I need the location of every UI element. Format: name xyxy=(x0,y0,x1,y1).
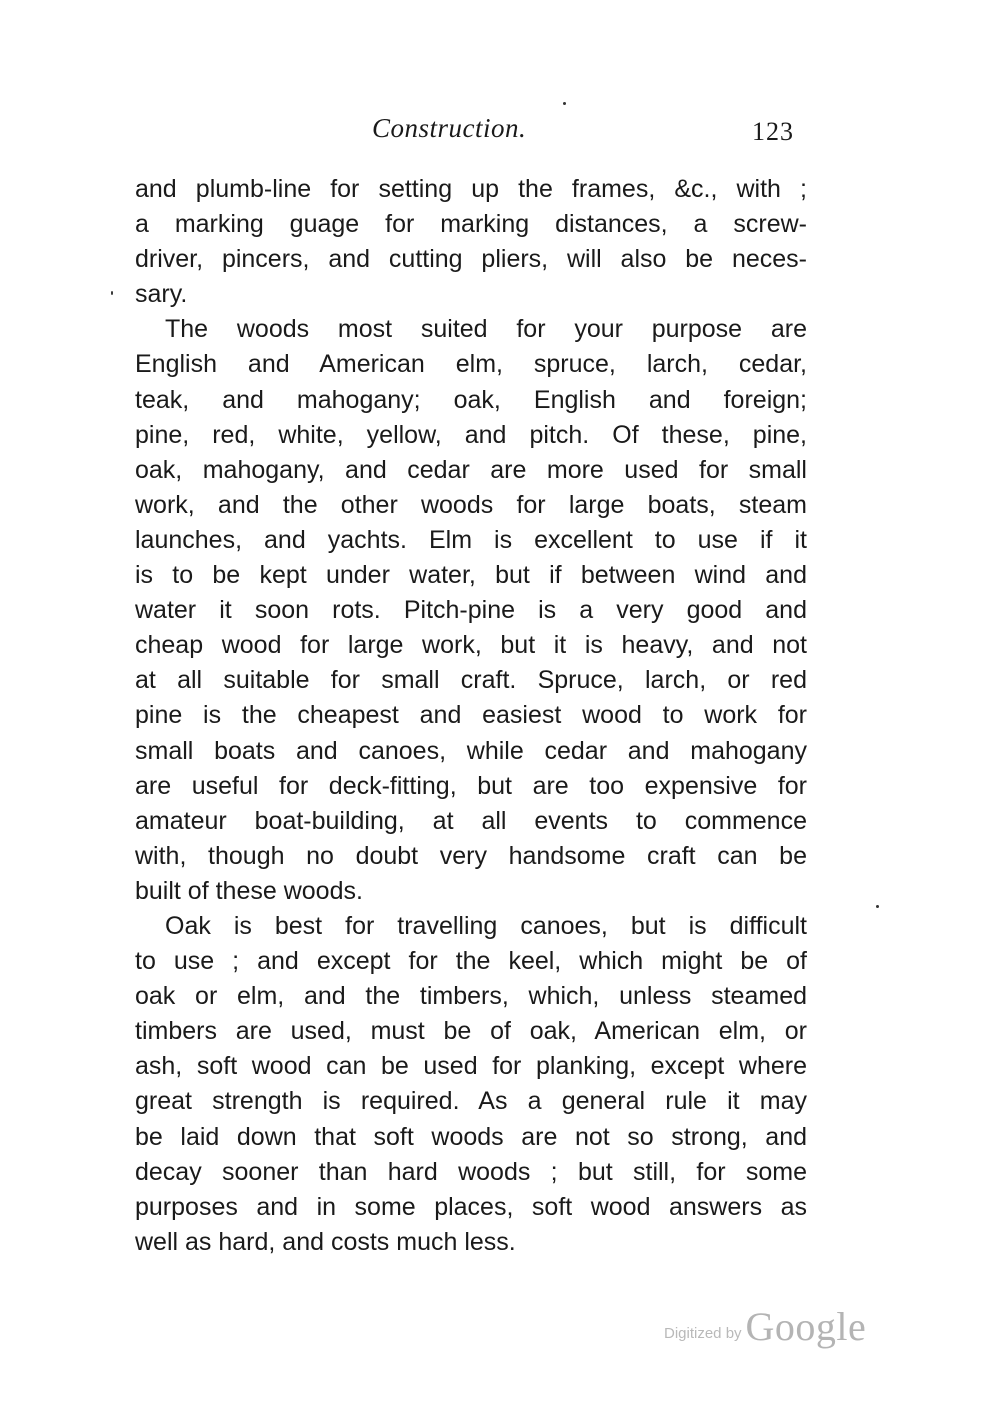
text-line: small boats and canoes, while cedar and mahogany xyxy=(135,736,807,765)
body-text xyxy=(135,172,807,1260)
text-line: and plumb-line for setting up the frames, &c., with ; xyxy=(135,175,807,203)
text-line: sary. xyxy=(135,280,188,309)
text-line: teak, and mahogany; oak, English and foreign; xyxy=(135,385,807,414)
running-title: Construction. xyxy=(372,113,527,143)
page-number: 123 xyxy=(752,117,794,146)
text-line: are useful for deck-fitting, but are too expensive for xyxy=(135,771,807,800)
paragraph xyxy=(135,909,807,1260)
text-line: built of these woods. xyxy=(135,876,363,905)
text-line: at all suitable for small craft. Spruce, larch, or red xyxy=(135,666,807,695)
text-line: purposes and in some places, soft wood answers as xyxy=(135,1192,807,1221)
paragraph xyxy=(135,172,807,312)
paragraph xyxy=(135,312,807,909)
text-line: English and American elm, spruce, larch, cedar, xyxy=(135,350,807,379)
scan-speck xyxy=(111,291,113,295)
text-line: The woods most suited for your purpose are xyxy=(165,315,807,344)
text-line: water it soon rots. Pitch-pine is a very good and xyxy=(135,596,807,625)
scan-speck xyxy=(563,102,566,105)
text-line: pine is the cheapest and easiest wood to work for xyxy=(135,701,807,730)
text-line: to use ; and except for the keel, which might be of xyxy=(135,947,807,976)
text-line: pine, red, white, yellow, and pitch. Of these, pine, xyxy=(135,420,807,449)
text-line: decay sooner than hard woods ; but still, for some xyxy=(135,1157,807,1186)
text-line: oak, mahogany, and cedar are more used for small xyxy=(135,455,807,484)
text-line: a marking guage for marking distances, a screw- xyxy=(135,210,807,239)
text-line: driver, pincers, and cutting pliers, will also be neces- xyxy=(135,245,807,274)
text-line: cheap wood for large work, but it is heavy, and not xyxy=(135,631,807,660)
text-line: is to be kept under water, but if between wind and xyxy=(135,561,807,590)
text-line: well as hard, and costs much less. xyxy=(135,1227,516,1256)
text-line: Oak is best for travelling canoes, but is difficult xyxy=(165,911,807,940)
page-header xyxy=(0,113,988,153)
watermark-prefix: Digitized by xyxy=(664,1325,742,1342)
text-line: timbers are used, must be of oak, American elm, or xyxy=(135,1017,807,1046)
text-line: ash, soft wood can be used for planking, except where xyxy=(135,1052,807,1081)
scan-speck xyxy=(876,905,879,908)
text-line: amateur boat-building, at all events to commence xyxy=(135,806,807,835)
text-line: launches, and yachts. Elm is excellent to use if it xyxy=(135,525,807,554)
watermark-brand: Google xyxy=(745,1304,867,1349)
text-line: work, and the other woods for large boats, steam xyxy=(135,490,807,519)
text-line: great strength is required. As a general rule it may xyxy=(135,1087,807,1116)
text-line: with, though no doubt very handsome craft can be xyxy=(135,841,807,870)
text-line: be laid down that soft woods are not so strong, and xyxy=(135,1122,807,1151)
text-line: oak or elm, and the timbers, which, unless steamed xyxy=(135,982,807,1011)
digitized-watermark xyxy=(664,1303,866,1350)
